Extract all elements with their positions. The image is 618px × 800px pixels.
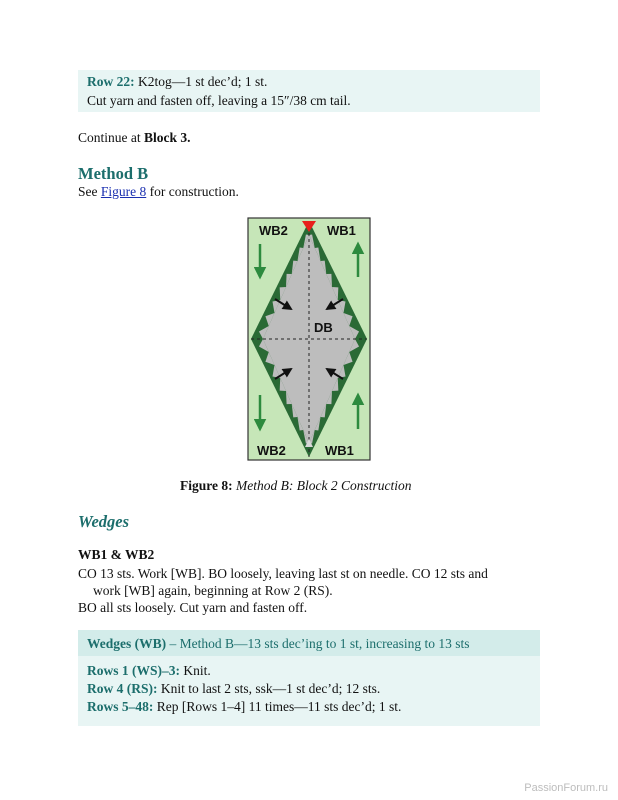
label-wb2-top: WB2: [259, 223, 288, 238]
row22-text: K2tog—1 st dec’d; 1 st.: [134, 74, 268, 89]
row-label: Rows 1 (WS)–3:: [87, 663, 180, 678]
continue-line: [78, 130, 191, 146]
row-text: Knit.: [180, 663, 211, 678]
row22-line: [87, 74, 267, 90]
see-suffix: for construction.: [146, 184, 239, 199]
instruction-row: [87, 699, 401, 715]
watermark: PassionForum.ru: [524, 782, 608, 794]
wb-line-2: work [WB] again, beginning at Row 2 (RS).: [93, 583, 333, 598]
row-label: Rows 5–48:: [87, 699, 154, 714]
figure-8-link[interactable]: Figure 8: [100, 184, 147, 199]
method-b-heading: Method B: [78, 164, 149, 183]
label-wb1-bottom: WB1: [325, 443, 354, 458]
label-wb2-bottom: WB2: [257, 443, 286, 458]
wb-heading: WB1 & WB2: [78, 547, 155, 562]
figure-caption-prefix: Figure 8:: [180, 478, 233, 493]
instructions-title-bold: Wedges (WB): [87, 636, 167, 651]
wedges-heading: Wedges: [78, 512, 130, 531]
continue-target: Block 3.: [144, 130, 191, 145]
block2-construction-diagram: [247, 217, 371, 461]
see-figure-line: [78, 184, 239, 200]
row-text: Knit to last 2 sts, ssk—1 st dec’d; 12 sts.: [157, 681, 381, 696]
wb-line-1: CO 13 sts. Work [WB]. BO loosely, leaving last st on needle. CO 12 sts and: [78, 566, 488, 581]
instructions-title: [87, 636, 469, 652]
instruction-row: [87, 663, 211, 679]
figure-caption-text: Method B: Block 2 Construction: [232, 478, 412, 493]
row-text: Rep [Rows 1–4] 11 times—11 sts dec’d; 1 st.: [153, 699, 402, 714]
label-db: DB: [314, 320, 333, 335]
see-prefix: See: [78, 184, 101, 199]
wb-line-3: BO all sts loosely. Cut yarn and fasten off.: [78, 600, 308, 615]
instructions-title-rest: – Method B—13 sts dec’ing to 1 st, increasing to 13 sts: [166, 636, 470, 651]
label-wb1-top: WB1: [327, 223, 356, 238]
row-label: Row 4 (RS):: [87, 681, 158, 696]
cut-yarn-line: Cut yarn and fasten off, leaving a 15″/38 cm tail.: [87, 93, 351, 108]
continue-prefix: Continue at: [78, 130, 144, 145]
instruction-row: [87, 681, 380, 697]
row22-label: Row 22:: [87, 74, 135, 89]
figure-caption: [180, 478, 411, 494]
